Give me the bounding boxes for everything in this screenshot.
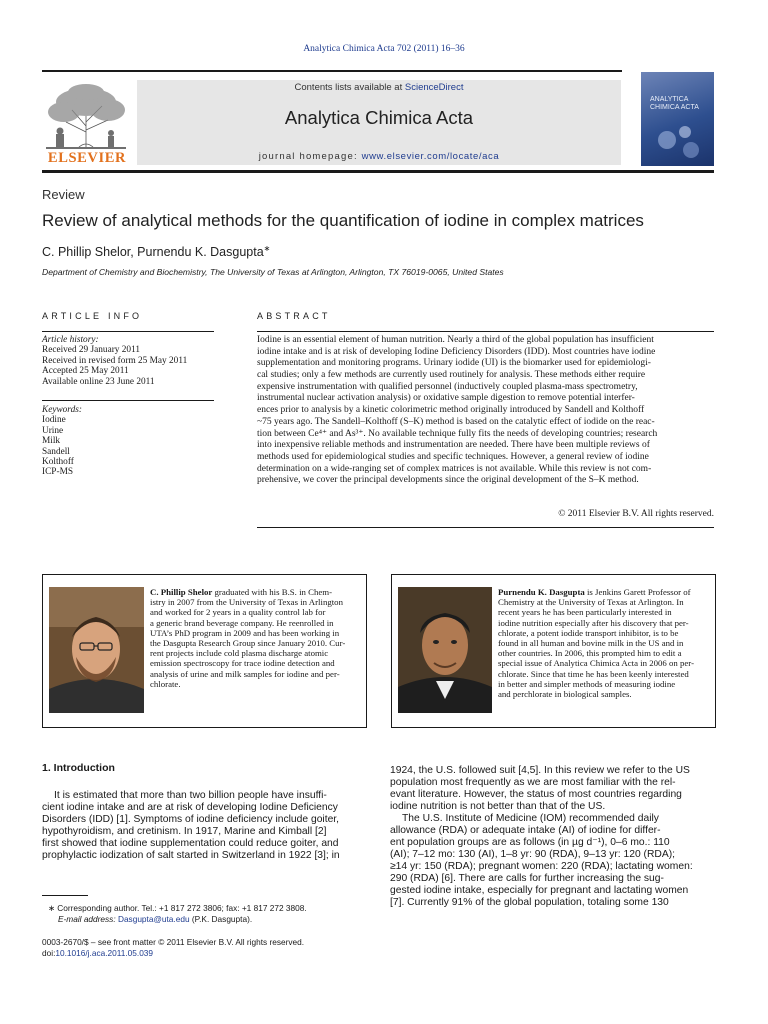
bio-line: other countries. In 2006, this prompted him to edit a [498,648,682,659]
header-bottom-rule [42,170,714,173]
footnote-rule [42,895,88,896]
abstract-line: cal studies; only a few methods are currently used routinely for analysis. These methods either require [257,370,646,381]
abstract-line: into inexpensive reliable methods and instrumentation are needed. There have been multiple reviews of [257,440,650,451]
body-line: iodine nutrition is not better than that of the US. [390,801,606,812]
journal-title: Analytica Chimica Acta [284,107,474,128]
bio-line: found in all human and bovine milk in the US and in [498,638,684,649]
abstract-line: expensive instrumentation with qualified personnel (inductively coupled plasma-mass spectrometry, [257,381,638,392]
abstract-line: instrumental nuclear activation analysis) or oxidative sample digestion to remove potential interfer- [257,393,635,404]
header-top-rule [42,70,622,72]
journal-reference[interactable]: Analytica Chimica Acta 702 (2011) 16–36 [303,44,465,54]
abstract-line: iodine intake and is at risk of developing Iodine Deficiency Disorders (IDD). Most countries have iodine [257,346,656,357]
keyword-item: Sandell [42,446,70,457]
doi-label: doi: [42,947,56,958]
body-line: Disorders (IDD) [1]. Symptoms of iodine deficiency include goiter, [42,814,340,825]
abstract-line: ences prior to analysis by a kinetic colorimetric method originally introduced by Sandell and Kolthoff [257,405,645,416]
copyright-notice: © 2011 Elsevier B.V. All rights reserved. [558,509,714,519]
bio-line: analysis of urine and milk samples for iodine and per- [150,668,340,679]
body-line: allowance (RDA) or adequate intake (AI) of iodine for differ- [390,825,661,836]
body-line: first showed that iodine supplementation could reduce goiter, and [42,838,339,849]
abstract-heading: ABSTRACT [257,311,331,321]
email-link[interactable]: Dasgupta@uta.edu [117,913,190,924]
abstract-line: supplementation and monitoring programs. Urinary iodide (UI) is the biomarker used for epidemiologi- [257,358,651,369]
bio-line: and perchlorate in biological samples. [498,689,632,700]
keywords-rule [42,400,214,401]
abstract-line: determination on a wide-ranging set of complex matrices is not available. While this review is not com- [257,463,652,474]
body-line: prophylactic iodization of salt started in Switzerland in 1922 [3]; in [42,850,340,861]
body-line: hypothyroidism, and cretinism. In 1917, Marine and Kimball [2] [42,826,327,837]
body-line: ent population groups are as follows (in µg d⁻¹), 0–6 mo.: 110 [390,837,670,848]
bio-name: C. Phillip Shelor [150,587,213,597]
bio-line: emission spectroscopy for trace iodine detection and [150,658,335,669]
email-suffix: (P.K. Dasgupta). [189,913,253,924]
history-label: Article history: [42,335,99,345]
keyword-item: Kolthoff [42,457,74,468]
issn-line: 0003-2670/$ – see front matter © 2011 Elsevier B.V. All rights reserved. [42,937,305,947]
journal-masthead [137,80,621,165]
sciencedirect-link[interactable]: ScienceDirect [404,82,464,93]
article-info-heading: ARTICLE INFO [42,311,143,321]
contents-prefix: Contents lists available at [294,82,405,93]
body-line: cient iodine intake and are at risk of developing Iodine Deficiency [42,802,338,813]
author-bio-box [42,574,367,728]
history-received: Received 29 January 2011 [42,345,141,356]
affiliation: Department of Chemistry and Biochemistry, The University of Texas at Arlington, Arlington, TX 76019-0065, United States [42,267,504,277]
bio-line: Chemistry at the University of Texas at Arlington. In [498,597,684,608]
bio-text-dasgupta [498,587,707,699]
bio-line: istry in 2007 from the University of Texas in Arlington [150,597,343,608]
doi-link[interactable]: 10.1016/j.aca.2011.05.039 [55,947,154,958]
cover-title-line-1: ANALYTICA [650,96,689,103]
authors[interactable]: C. Phillip Shelor, Purnendu K. Dasgupta [42,245,264,260]
section-heading-introduction: 1. Introduction [42,762,115,774]
bio-line: iodine nutrition especially after his discovery that per- [498,617,689,628]
history-online: Available online 23 June 2011 [42,376,155,387]
body-line: [7]. Currently 91% of the global population, totaling some 130 [390,897,669,908]
corresponding-author-note: ∗ Corresponding author. Tel.: +1 817 272 3806; fax: +1 817 272 3808. [48,903,307,913]
bio-line: a generic brand beverage company. He reenrolled in [150,617,334,628]
portrait-icon [398,587,492,713]
homepage-link[interactable]: www.elsevier.com/locate/aca [361,151,500,162]
author-bio-box [391,574,716,728]
abstract-line: methods used for epidemiological studies and specific techniques. However, a general review of iodine [257,451,649,462]
keyword-item: Iodine [42,415,66,426]
keywords-block [42,405,214,478]
abstract-line: ~75 years ago. The Sandell–Kolthoff (S–K) method is based on the catalytic effect of iodide on the reac- [257,416,655,427]
bio-line: is Jenkins Garett Professor of [584,587,691,597]
body-line: 290 (RDA) [6]. There are calls for further increasing the sug- [390,873,664,884]
journal-homepage [137,151,621,162]
abstract-body [257,335,714,487]
keywords-label: Keywords: [42,405,82,415]
publisher-wordmark: ELSEVIER [47,150,127,166]
body-line: The U.S. Institute of Medicine (IOM) recommended daily [402,813,659,824]
bio-line: UTA’s PhD program in 2009 and has been working in [150,627,340,638]
article-info-rule [42,331,214,332]
body-line: evant literature. However, the status of most countries regarding [390,789,682,800]
bio-text-shelor [150,587,358,689]
keyword-item: Milk [42,436,61,447]
bio-line: chlorate. [150,678,181,689]
intro-left-column [42,790,366,862]
abstract-line: tion between Ce⁴⁺ and As³⁺. No available technique fully fits the needs of developing countries; research [257,428,658,439]
journal-cover-thumbnail[interactable] [641,72,714,166]
body-line: gested iodine intake, especially for pregnant and lactating women [390,885,689,896]
cover-graphic [647,118,709,162]
body-line: It is estimated that more than two billion people have insuffi- [54,790,327,801]
corresponding-footnote [48,903,366,924]
bio-line: graduated with his B.S. in Chem- [212,587,333,597]
abstract-line: Iodine is an essential element of human nutrition. Nearly a third of the global population has insufficient [257,335,654,345]
author-list [42,244,270,259]
author-photo-shelor [49,587,144,713]
history-accepted: Accepted 25 May 2011 [42,366,129,377]
keyword-item: Urine [42,425,64,436]
bio-name: Purnendu K. Dasgupta [498,587,585,597]
bio-line: chlorate. Since that time he has been keenly interested [498,668,689,679]
portrait-icon [49,587,144,713]
email-label: E-mail address: [58,913,118,924]
abstract-top-rule [257,331,714,332]
bio-line: the Dasgupta Research Group since January 2010. Cur- [150,638,346,649]
paper-title: Review of analytical methods for the quantification of iodine in complex matrices [42,211,644,230]
bio-line: and worked for 2 years in a quality control lab for [150,607,326,618]
body-line: ≥14 yr: 150 (RDA); pregnant women: 220 (RDA); lactating women: [390,861,693,872]
tree-icon [42,82,130,150]
body-line: (AI); 7–12 mo: 130 (AI), 1–8 yr: 90 (RDA), 9–13 yr: 120 (RDA); [390,849,675,860]
article-history [42,335,214,387]
body-line: population most frequently as we are most familiar with the rel- [390,777,676,788]
keyword-item: ICP-MS [42,467,74,478]
cover-title-line-2: CHIMICA ACTA [650,104,699,111]
publication-info [42,937,372,958]
bio-line: special issue of Analytica Chimica Acta in 2006 on per- [498,658,694,669]
article-type: Review [42,187,85,202]
contents-line [137,82,621,93]
abstract-bottom-rule [257,527,714,528]
intro-right-column [390,765,714,909]
cover-title [650,96,699,112]
bio-line: in better and simpler methods of measuring iodine [498,678,676,689]
homepage-label: journal homepage: [258,151,362,162]
abstract-line: prehensive, we cover the principal developments since the original development of the S–K method. [257,475,639,486]
author-photo-dasgupta [398,587,492,713]
bio-line: recent years he has been particularly interested in [498,607,672,618]
body-line: 1924, the U.S. followed suit [4,5]. In this review we refer to the US [390,765,690,776]
bio-line: chlorate, a potent iodide transport inhibitor, is to be [498,627,679,638]
history-revised: Received in revised form 25 May 2011 [42,355,188,366]
corresponding-author-mark[interactable]: ∗ [263,244,271,253]
bio-line: rent projects include cold plasma discharge atomic [150,648,329,659]
